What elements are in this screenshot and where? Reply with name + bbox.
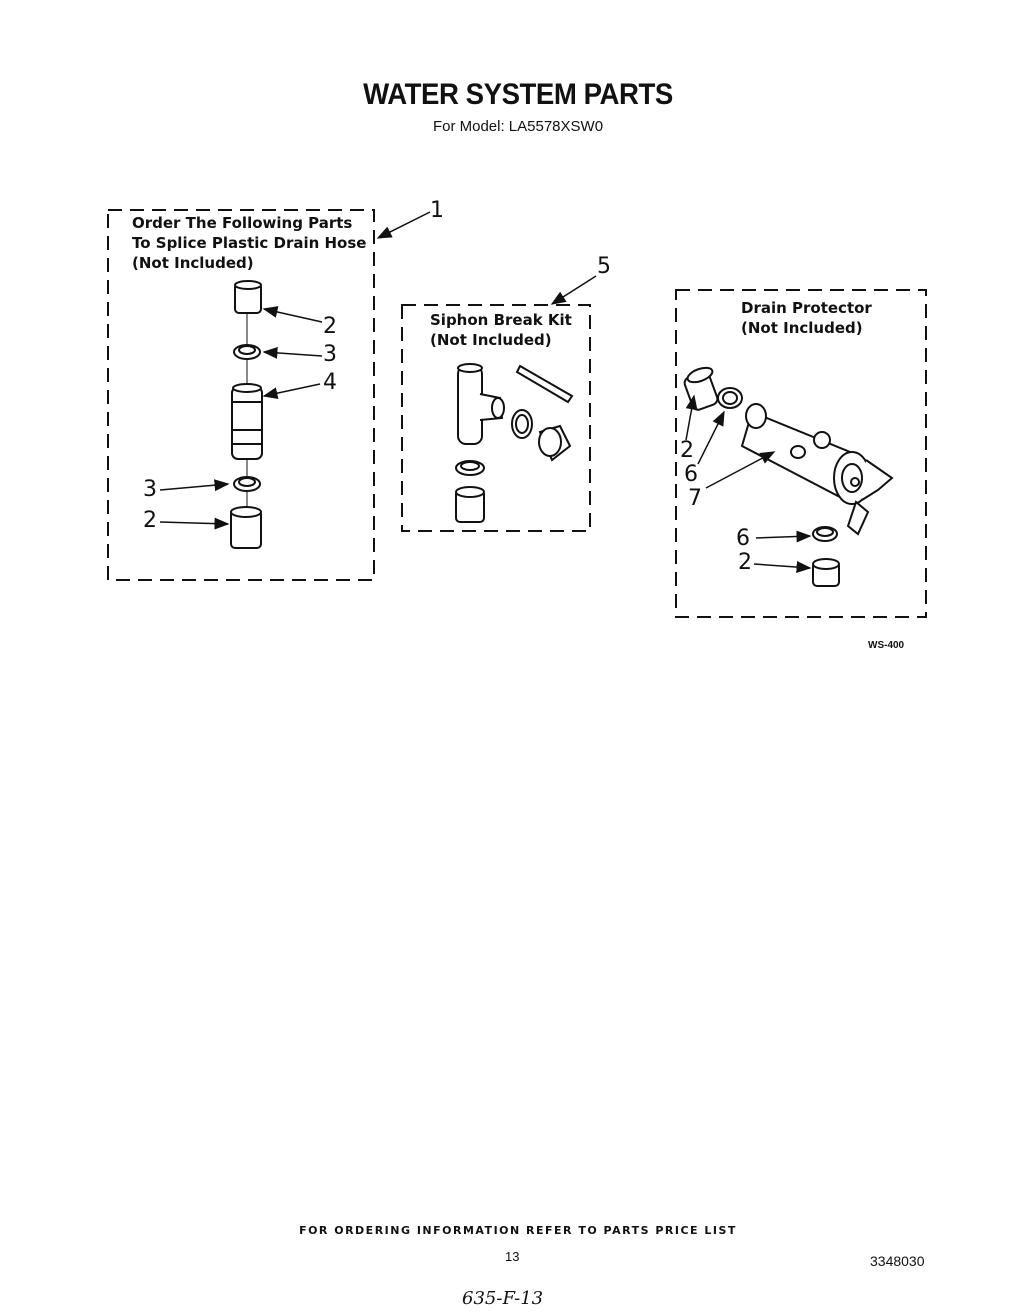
splice-parts-drawing xyxy=(231,281,262,548)
document-number: 3348030 xyxy=(870,1253,925,1269)
callout-5-leader xyxy=(552,276,596,304)
splice-label-3-top: 3 xyxy=(323,342,337,367)
drain-label-7: 7 xyxy=(688,486,702,511)
splice-label-2-bottom: 2 xyxy=(143,508,157,533)
splice-label-3-bottom: 3 xyxy=(143,477,157,502)
footer-note: FOR ORDERING INFORMATION REFER TO PARTS PRICE LIST xyxy=(299,1224,737,1237)
siphon-box-heading xyxy=(430,310,572,350)
splice-box-heading xyxy=(132,213,366,273)
siphon-line-1: Siphon Break Kit xyxy=(430,311,572,329)
drain-protector-heading xyxy=(741,298,872,338)
siphon-line-2: (Not Included) xyxy=(430,331,552,349)
page-title: WATER SYSTEM PARTS xyxy=(363,78,673,111)
drain-label-2-top: 2 xyxy=(680,438,694,463)
figure-code: WS-400 xyxy=(868,640,905,651)
splice-line-2: To Splice Plastic Drain Hose xyxy=(132,234,367,252)
callout-1-leader xyxy=(378,212,430,238)
drain-protector-drawing xyxy=(683,365,892,586)
splice-label-4: 4 xyxy=(323,370,337,395)
callout-1: 1 xyxy=(430,198,444,223)
splice-line-1: Order The Following Parts xyxy=(132,214,353,232)
drain-label-6-top: 6 xyxy=(684,462,698,487)
drain-protector-line-1: Drain Protector xyxy=(741,299,872,317)
drain-label-2-bottom: 2 xyxy=(738,550,752,575)
splice-label-2-top: 2 xyxy=(323,314,337,339)
page-number: 13 xyxy=(505,1249,520,1264)
drain-protector-line-2: (Not Included) xyxy=(741,319,863,337)
splice-line-3: (Not Included) xyxy=(132,254,254,272)
callout-5: 5 xyxy=(597,254,611,279)
siphon-kit-drawing xyxy=(456,364,572,522)
model-subtitle: For Model: LA5578XSW0 xyxy=(432,118,604,135)
drain-label-6-bottom: 6 xyxy=(736,526,750,551)
handwritten-note: 635-F-13 xyxy=(462,1288,544,1309)
